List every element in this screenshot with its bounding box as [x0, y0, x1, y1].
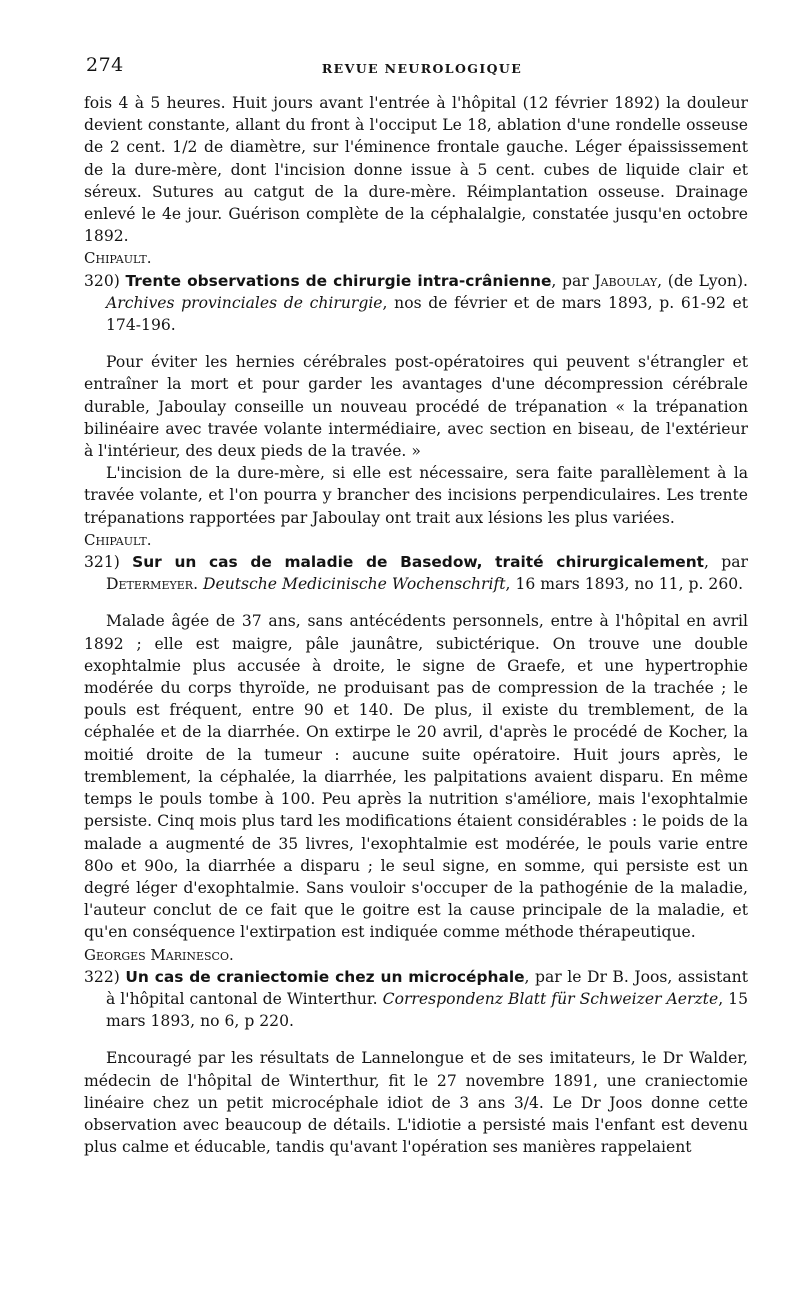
entry-title: Trente observations de chirurgie intra-crânienne [125, 271, 552, 290]
entry-heading: 321) Sur un cas de maladie de Basedow, traité chirurgicalement, par Determeyer. Deutsche Medicinische Wochenschrift, 16 mars 1893, no 11, p. 260. [84, 553, 748, 594]
entry-title: Un cas de craniectomie chez un microcéphale [125, 967, 525, 986]
entry-journal: Deutsche Medicinische Wochenschrift [202, 575, 506, 594]
entry-reference: , 16 mars 1893, no 11, p. 260. [505, 575, 744, 594]
entry-number: 321) [84, 553, 120, 572]
entry-title: Sur un cas de maladie de Basedow, traité chirurgicalement [132, 553, 705, 572]
entry-author: Jaboulay [594, 271, 658, 290]
entry-author: Dr B. Joos [586, 967, 668, 986]
page-number: 274 [86, 54, 124, 76]
entry-heading: 320) Trente observations de chirurgie intra-crânienne, par Jaboulay, (de Lyon). Archives provinciales de chirurgie, nos de février et de mars 1893, p. 61-92 et 174-196. [84, 271, 749, 335]
entry-number: 322) [84, 967, 120, 986]
entry-number: 320) [84, 271, 120, 290]
page-content [84, 92, 748, 1158]
intro-signature: Chipault. [84, 249, 152, 268]
entry-author: Determeyer [106, 575, 194, 594]
entry-reference: , nos de février et de mars 1893, p. 61-92 et 174-196. [106, 293, 748, 335]
running-title: REVUE NEUROLOGIQUE [321, 61, 523, 76]
entry-paragraph: Encouragé par les résultats de Lannelongue et de ses imitateurs, le Dr Walder, médecin de l'hôpital de Winterthur, fit le 27 novembre 1891, une craniectomie linéaire chez un petit microcéphale idiot de 3 ans 3/4. Le Dr Joos donne cette observation avec beaucoup de détails. L'idiotie a persisté mais l'enfant est devenu plus calme et éducable, tandis qu'avant l'opération ses manières rappelaient [84, 1049, 748, 1157]
entry-signature: Chipault. [84, 530, 152, 549]
page-header [86, 48, 738, 82]
entry-paragraph: Pour éviter les hernies cérébrales post-opératoires qui peuvent s'étrangler et entraîner la mort et pour garder les avantages d'une décompression cérébrale durable, Jaboulay conseille un nouveau procédé de trépanation « la trépanation bilinéaire avec travée volante intermédiaire, avec section en biseau, de l'extérieur à l'intérieur, des deux pieds de la travée. » [84, 353, 748, 461]
entry-paragraph: L'incision de la dure-mère, si elle est nécessaire, sera faite parallèlement à la travée volante, et l'on pourra y brancher des incisions perpendiculaires. Les trente trépanations rapportées par Jaboulay ont trait aux lésions les plus variées. [84, 464, 748, 527]
entry-heading: 322) Un cas de craniectomie chez un microcéphale, par le Dr B. Joos, assistant à l'hôpital cantonal de Winterthur. Correspondenz Blatt für Schweizer Aerzte, 15 mars 1893, no 6, p 220. [84, 967, 749, 1031]
intro-paragraph: fois 4 à 5 heures. Huit jours avant l'entrée à l'hôpital (12 février 1892) la douleur devient constante, allant du front à l'occiput Le 18, ablation d'une rondelle osseuse de 2 cent. 1/2 de diamètre, sur l'éminence frontale gauche. Léger épaississement de la dure-mère, dont l'incision donne issue à 5 cent. cubes de liquide clair et séreux. Sutures au catgut de la dure-mère. Réimplantation osseuse. Drainage enlevé le 4e jour. Guérison complète de la céphalalgie, constatée jusqu'en octobre 1892. [84, 94, 748, 246]
entry-paragraph: Malade âgée de 37 ans, sans antécédents personnels, entre à l'hôpital en avril 1892 ; elle est maigre, pâle jaunâtre, subictérique. On trouve une double exophtalmie plus accusée à droite, le signe de Graefe, et une hypertrophie modérée du corps thyroïde, ne produisant pas de compression de la trachée ; le pouls est fréquent, entre 90 et 140. De plus, il existe du tremblement, de la céphalée et de la diarrhée. On extirpe le 20 avril, d'après le procédé de Kocher, la moitié droite de la tumeur : aucune suite opératoire. Huit jours après, le tremblement, la céphalée, la diarrhée, les palpitations avaient disparu. En même temps le pouls tombe à 100. Peu après la nutrition s'améliore, mais l'exophtalmie persiste. Cinq mois plus tard les modifications étaient considérables : le poids de la malade a augmenté de 35 livres, l'exophtalmie est modérée, le pouls varie entre 80o et 90o, la diarrhée a disparu ; le seul signe, en somme, qui persiste est un degré léger d'exophtalmie. Sans vouloir s'occuper de la pathogénie de la maladie, l'auteur conclut de ce fait que le goitre est la cause principale de la maladie, et qu'en conséquence l'extirpation est indiquée comme méthode thérapeutique. [84, 612, 748, 942]
entry-signature: Georges Marinesco. [84, 945, 234, 964]
entry-journal: Correspondenz Blatt für Schweizer Aerzte [382, 989, 719, 1008]
entry-reference: , 15 mars 1893, no 6, p 220. [106, 989, 749, 1031]
entry-journal: Archives provinciales de chirurgie [106, 293, 383, 312]
